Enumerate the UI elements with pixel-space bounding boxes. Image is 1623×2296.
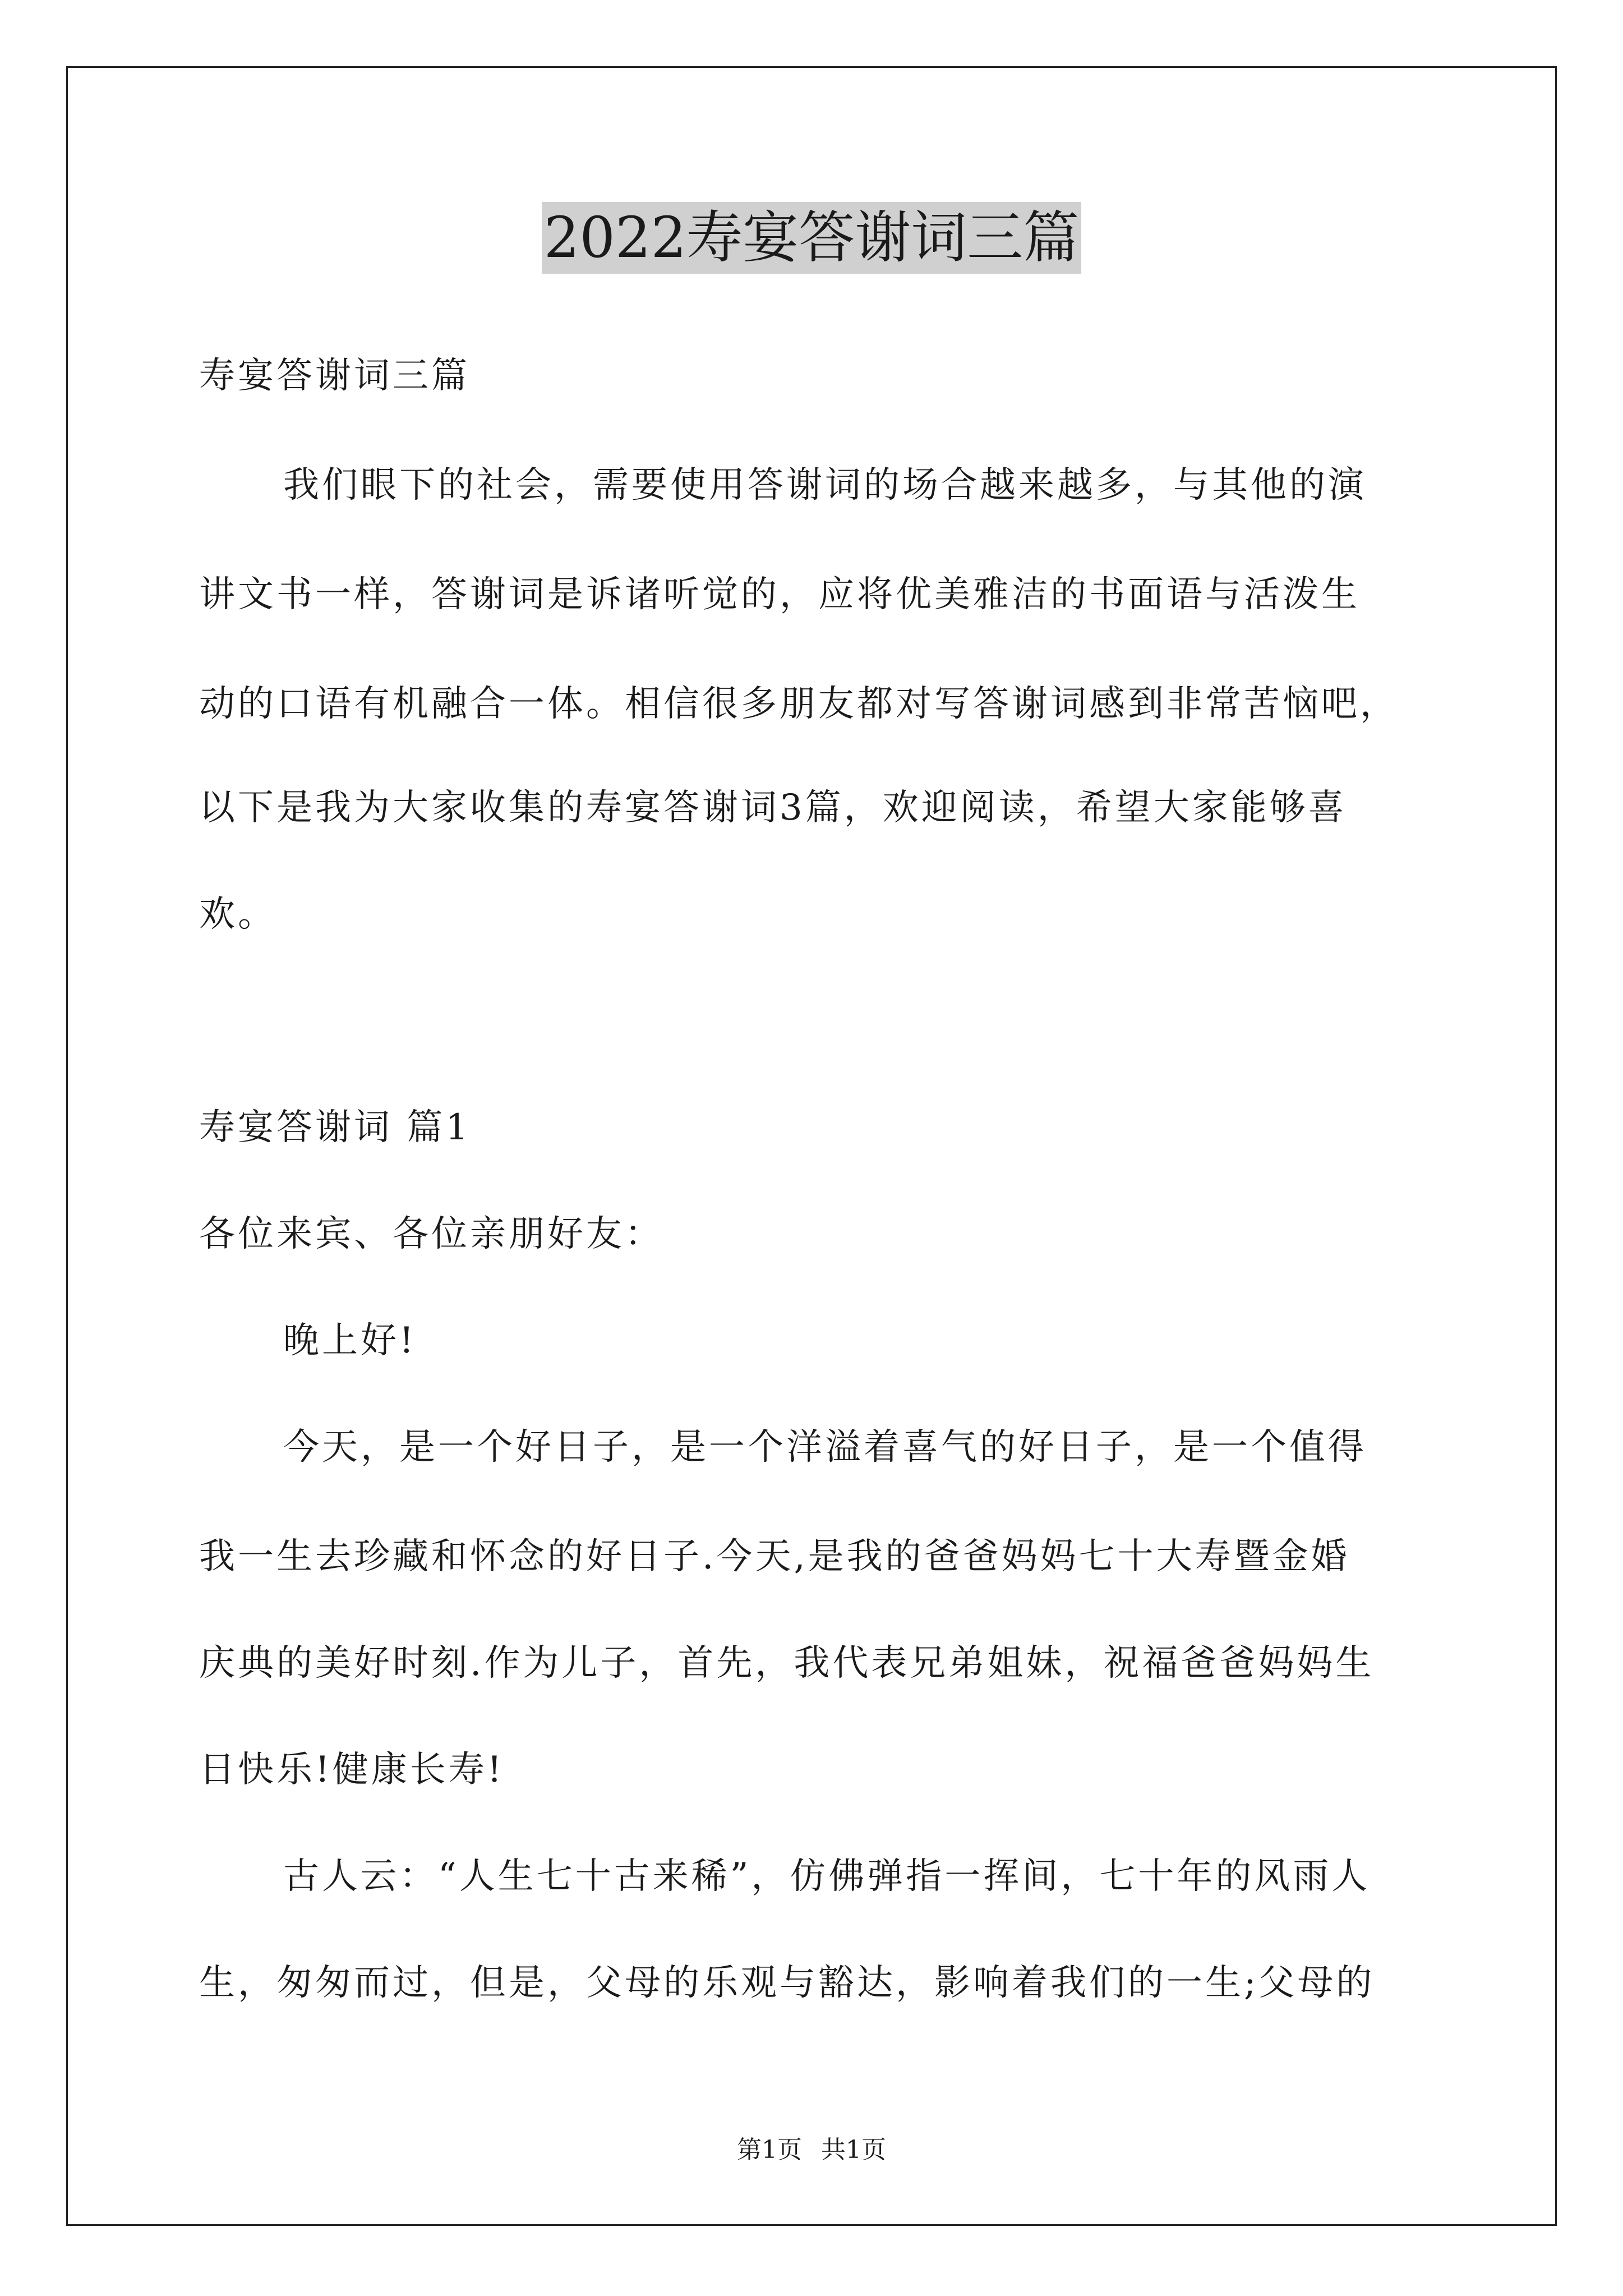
paragraph-line: 晚上好! xyxy=(283,1320,417,1361)
subtitle-line: 寿宴答谢词三篇 xyxy=(199,355,470,397)
salutation-line: 各位来宾、各位亲朋好友： xyxy=(199,1213,663,1255)
page-footer xyxy=(0,2134,1623,2166)
section-heading: 寿宴答谢词 篇1 xyxy=(199,1107,472,1148)
paragraph-line: 以下是我为大家收集的寿宴答谢词3篇，欢迎阅读，希望大家能够喜 xyxy=(199,787,1347,829)
page-total: 共1页 xyxy=(821,2136,886,2164)
paragraph-line: 古人云：“人生七十古来稀”，仿佛弹指一挥间，七十年的风雨人 xyxy=(283,1856,1371,1897)
paragraph-line: 生，匆匆而过，但是，父母的乐观与豁达，影响着我们的一生;父母的 xyxy=(199,1962,1375,2004)
title-container xyxy=(0,202,1623,274)
paragraph-line: 庆典的美好时刻.作为儿子，首先，我代表兄弟姐妹，祝福爸爸妈妈生 xyxy=(199,1642,1375,1684)
paragraph-line: 我一生去珍藏和怀念的好日子.今天,是我的爸爸妈妈七十大寿暨金婚 xyxy=(199,1536,1350,1577)
document-title: 2022寿宴答谢词三篇 xyxy=(542,202,1082,274)
paragraph-line: 日快乐!健康长寿! xyxy=(199,1749,505,1791)
paragraph-line: 动的口语有机融合一体。相信很多朋友都对写答谢词感到非常苦恼吧， xyxy=(199,683,1399,725)
paragraph-line: 我们眼下的社会，需要使用答谢词的场合越来越多，与其他的演 xyxy=(283,464,1367,506)
paragraph-line: 今天，是一个好日子，是一个洋溢着喜气的好日子，是一个值得 xyxy=(283,1427,1367,1468)
page-number: 第1页 xyxy=(737,2136,802,2164)
paragraph-line: 讲文书一样，答谢词是诉诸听觉的，应将优美雅洁的书面语与活泼生 xyxy=(199,574,1360,615)
paragraph-line: 欢。 xyxy=(199,894,276,935)
